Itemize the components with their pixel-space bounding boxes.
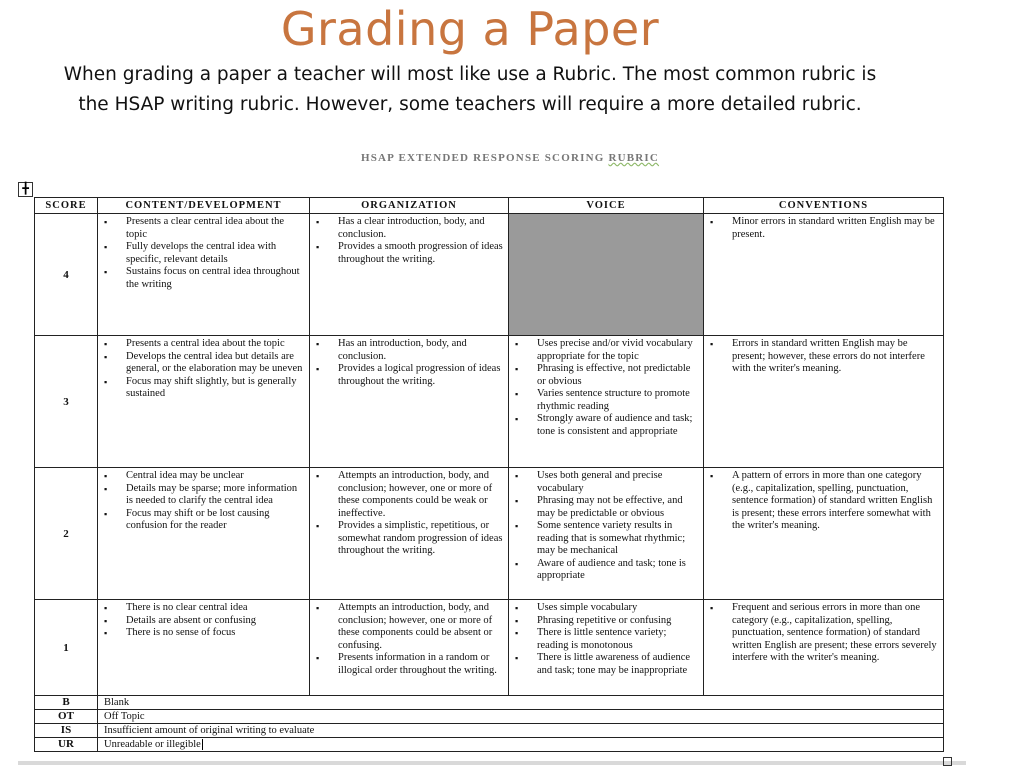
code-label: UR	[35, 738, 98, 752]
rubric-table	[34, 197, 944, 752]
score-cell: 2	[35, 468, 98, 600]
organization-criteria-list	[310, 338, 508, 388]
voice-cell	[509, 336, 704, 468]
code-description	[98, 724, 944, 738]
criterion-item: ▪ Attempts an introduction, body, and conclusion; however, one or more of these components could be absent or confusing.	[338, 602, 504, 652]
header-conventions: CONVENTIONS	[704, 198, 944, 214]
criterion-item: ▪ Varies sentence structure to promote rhythmic reading	[537, 388, 699, 413]
header-content-development: CONTENT/DEVELOPMENT	[98, 198, 310, 214]
criterion-item: ▪ Strongly aware of audience and task; tone is consistent and appropriate	[537, 413, 699, 438]
conventions-cell	[704, 600, 944, 696]
criterion-item: ▪ A pattern of errors in more than one category (e.g., capitalization, spelling, punctuation, sentence formation) of standard written English is present; these errors interfere somewhat with the writer's meaning.	[732, 470, 939, 533]
intro-paragraph: When grading a paper a teacher will most like use a Rubric. The most common rubric is the HSAP writing rubric. However, some teachers will require a more detailed rubric.	[63, 64, 877, 115]
criterion-item: ▪ Provides a simplistic, repetitious, or somewhat random progression of ideas throughout the writing.	[338, 520, 504, 558]
rubric-row-score-2	[35, 468, 944, 600]
rubric-row-score-1	[35, 600, 944, 696]
voice-cell	[509, 468, 704, 600]
header-voice: VOICE	[509, 198, 704, 214]
content-cell	[98, 336, 310, 468]
criterion-item: ▪ Provides a logical progression of ideas throughout the writing.	[338, 363, 504, 388]
criterion-item: ▪ Develops the central idea but details are general, or the elaboration may be uneven	[126, 351, 305, 376]
slide-title: Grading a Paper	[280, 2, 660, 56]
conventions-criteria-list	[704, 470, 943, 533]
corner-resize-handle[interactable]	[943, 757, 952, 766]
table-move-handle-icon[interactable]: ╋	[18, 182, 33, 197]
header-organization: ORGANIZATION	[310, 198, 509, 214]
conventions-cell	[704, 468, 944, 600]
criterion-item: ▪ Provides a smooth progression of ideas throughout the writing.	[338, 241, 504, 266]
code-description-text: Unreadable or illegible	[104, 739, 201, 750]
conventions-criteria-list	[704, 216, 943, 241]
voice-criteria-list	[509, 602, 703, 677]
code-label: B	[35, 696, 98, 710]
conventions-criteria-list	[704, 338, 943, 376]
criterion-item: ▪ Some sentence variety results in reading that is somewhat rhythmic; may be mechanical	[537, 520, 699, 558]
code-label: OT	[35, 710, 98, 724]
criterion-item: ▪ Focus may shift slightly, but is generally sustained	[126, 376, 305, 401]
organization-cell	[310, 468, 509, 600]
criterion-item: ▪ Frequent and serious errors in more than one category (e.g., capitalization, spelling, punctuation, sentence formation) of standard written English are present; these errors severely interfere with the writer's meaning.	[732, 602, 939, 665]
footer-divider	[18, 761, 966, 765]
content-criteria-list	[98, 216, 309, 291]
code-description-text: Off Topic	[104, 711, 145, 722]
code-description	[98, 696, 944, 710]
header-score: SCORE	[35, 198, 98, 214]
score-cell: 1	[35, 600, 98, 696]
voice-cell	[509, 600, 704, 696]
conventions-criteria-list	[704, 602, 943, 665]
criterion-item: ▪ Attempts an introduction, body, and conclusion; however, one or more of these components could be weak or ineffective.	[338, 470, 504, 520]
content-cell	[98, 468, 310, 600]
organization-criteria-list	[310, 470, 508, 558]
criterion-item: ▪ Uses precise and/or vivid vocabulary appropriate for the topic	[537, 338, 699, 363]
code-description	[98, 738, 944, 752]
rubric-header-row	[35, 198, 944, 214]
content-criteria-list	[98, 602, 309, 640]
criterion-item: ▪ Phrasing is effective, not predictable or obvious	[537, 363, 699, 388]
criterion-item: ▪ Errors in standard written English may be present; however, these errors do not interfere with the writer's meaning.	[732, 338, 939, 376]
score-cell: 3	[35, 336, 98, 468]
criterion-item: ▪ Details are absent or confusing	[126, 615, 305, 628]
code-description	[98, 710, 944, 724]
rubric-heading	[0, 152, 1020, 164]
organization-criteria-list	[310, 216, 508, 266]
text-cursor	[202, 739, 203, 750]
criterion-item: ▪ There is little awareness of audience and task; tone may be inappropriate	[537, 652, 699, 677]
criterion-item: ▪ Presents a central idea about the topic	[126, 338, 305, 351]
criterion-item: ▪ Fully develops the central idea with specific, relevant details	[126, 241, 305, 266]
organization-criteria-list	[310, 602, 508, 677]
criterion-item: ▪ Uses simple vocabulary	[537, 602, 699, 615]
criterion-item: ▪ Details may be sparse; more information is needed to clarify the central idea	[126, 483, 305, 508]
criterion-item: ▪ Presents a clear central idea about the topic	[126, 216, 305, 241]
criterion-item: ▪ There is no sense of focus	[126, 627, 305, 640]
rubric-heading-main: HSAP EXTENDED RESPONSE SCORING	[360, 152, 609, 164]
criterion-item: ▪ Uses both general and precise vocabulary	[537, 470, 699, 495]
content-cell	[98, 600, 310, 696]
voice-criteria-list	[509, 470, 703, 583]
organization-cell	[310, 214, 509, 336]
score-cell: 4	[35, 214, 98, 336]
criterion-item: ▪ Focus may shift or be lost causing confusion for the reader	[126, 508, 305, 533]
conventions-cell	[704, 214, 944, 336]
criterion-item: ▪ Central idea may be unclear	[126, 470, 305, 483]
criterion-item: ▪ Sustains focus on central idea throughout the writing	[126, 266, 305, 291]
content-criteria-list	[98, 338, 309, 401]
code-description-text: Blank	[104, 697, 130, 708]
rubric-row-score-3	[35, 336, 944, 468]
code-row	[35, 696, 944, 710]
content-criteria-list	[98, 470, 309, 533]
criterion-item: ▪ Phrasing repetitive or confusing	[537, 615, 699, 628]
organization-cell	[310, 336, 509, 468]
code-label: IS	[35, 724, 98, 738]
code-row	[35, 724, 944, 738]
criterion-item: ▪ Presents information in a random or illogical order throughout the writing.	[338, 652, 504, 677]
code-row	[35, 738, 944, 752]
code-row	[35, 710, 944, 724]
organization-cell	[310, 600, 509, 696]
criterion-item: ▪ Aware of audience and task; tone is appropriate	[537, 558, 699, 583]
criterion-item: ▪ Has an introduction, body, and conclusion.	[338, 338, 504, 363]
content-cell	[98, 214, 310, 336]
criterion-item: ▪ There is no clear central idea	[126, 602, 305, 615]
conventions-cell	[704, 336, 944, 468]
voice-cell	[509, 214, 704, 336]
criterion-item: ▪ Minor errors in standard written English may be present.	[732, 216, 939, 241]
criterion-item: ▪ Phrasing may not be effective, and may be predictable or obvious	[537, 495, 699, 520]
voice-criteria-list	[509, 338, 703, 438]
rubric-heading-last-word: RUBRIC	[608, 152, 660, 164]
code-description-text: Insufficient amount of original writing to evaluate	[104, 725, 315, 736]
rubric-row-score-4	[35, 214, 944, 336]
criterion-item: ▪ There is little sentence variety; reading is monotonous	[537, 627, 699, 652]
criterion-item: ▪ Has a clear introduction, body, and conclusion.	[338, 216, 504, 241]
